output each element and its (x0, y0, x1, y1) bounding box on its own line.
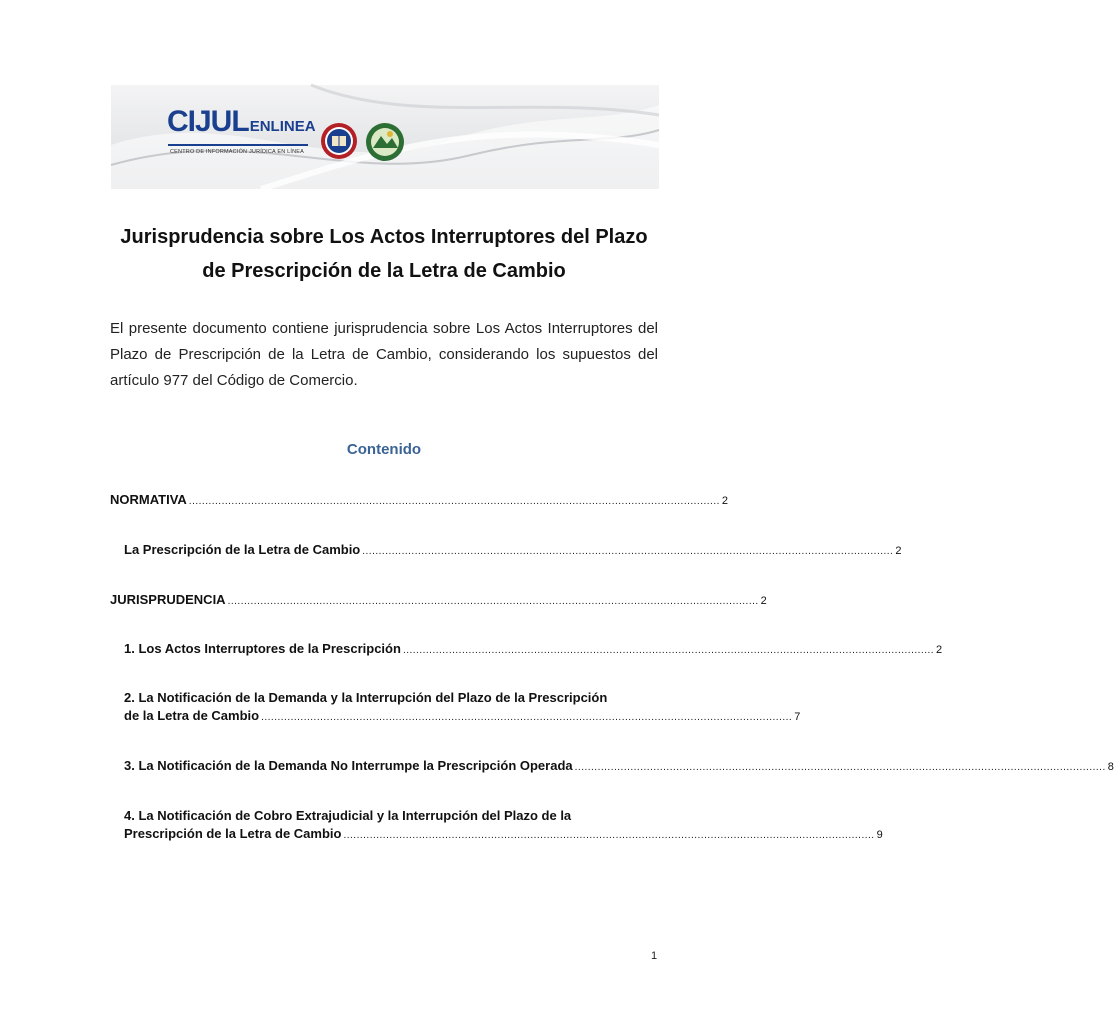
toc-entry-prescripcion[interactable] (124, 541, 902, 561)
document-title: Jurisprudencia sobre Los Actos Interruptores del Plazo de Prescripción de la Letra de Cambio (120, 226, 648, 282)
toc-label-line1: 4. La Notificación de Cobro Extrajudicial y la Interrupción del Plazo de la (124, 808, 572, 823)
toc-leader: .................................................................................................................................................................. (188, 496, 720, 507)
toc-entry-4[interactable] (124, 807, 883, 845)
brand-main: CIJUL (167, 105, 249, 138)
toc-entry-1[interactable] (124, 640, 943, 660)
toc-leader: .................................................................................................................................................................. (574, 762, 1106, 773)
toc-label: JURISPRUDENCIA (110, 592, 226, 607)
toc-label-line2: de la Letra de Cambio (124, 708, 260, 723)
intro-paragraph: El presente documento contiene jurisprudencia sobre Los Actos Interruptores del Plazo de Prescripción de la Letra de Cambio, considerando los supuestos del artículo 977 del Código de Comercio. (110, 320, 658, 389)
toc-entry-3[interactable] (124, 757, 1114, 777)
toc-page: 9 (876, 829, 883, 841)
toc-label: NORMATIVA (110, 492, 187, 507)
toc-entry-2[interactable] (124, 689, 801, 727)
toc-label: 3. La Notificación de la Demanda No Interrumpe la Prescripción Operada (124, 758, 573, 773)
faculty-seal-icon (365, 122, 405, 162)
toc-page: 2 (936, 644, 943, 656)
contents-heading: Contenido (346, 441, 422, 458)
toc-entry-normativa[interactable] (110, 491, 729, 511)
brand-subtitle: CENTRO DE INFORMACIÓN JURÍDICA EN LÍNEA (170, 149, 305, 155)
toc-label: 1. Los Actos Interruptores de la Prescripción (124, 641, 401, 656)
university-seal-icon (320, 122, 358, 160)
toc-label-line1: 2. La Notificación de la Demanda y la Interrupción del Plazo de la Prescripción (124, 690, 608, 705)
toc-entry-jurisprudencia[interactable] (110, 591, 767, 611)
toc-page: 7 (794, 711, 801, 723)
header-banner (111, 85, 659, 189)
toc-page: 2 (721, 495, 729, 507)
brand-logo (167, 107, 316, 142)
toc-label-line2: Prescripción de la Letra de Cambio (124, 826, 342, 841)
toc-label: La Prescripción de la Letra de Cambio (124, 542, 361, 557)
toc-leader: .................................................................................................................................................................. (402, 645, 935, 656)
toc-leader: .................................................................................................................................................................. (227, 596, 759, 607)
toc-leader: .................................................................................................................................................................. (362, 546, 894, 557)
toc-page: 2 (760, 595, 767, 607)
brand-suffix: ENLINEA (249, 118, 316, 135)
logo-divider (168, 144, 308, 146)
toc-leader: .................................................................................................................................................................. (261, 712, 793, 723)
toc-leader: .................................................................................................................................................................. (343, 830, 875, 841)
toc-page: 8 (1107, 761, 1114, 773)
toc-page: 2 (895, 545, 902, 557)
page-number: 1 (651, 950, 658, 962)
